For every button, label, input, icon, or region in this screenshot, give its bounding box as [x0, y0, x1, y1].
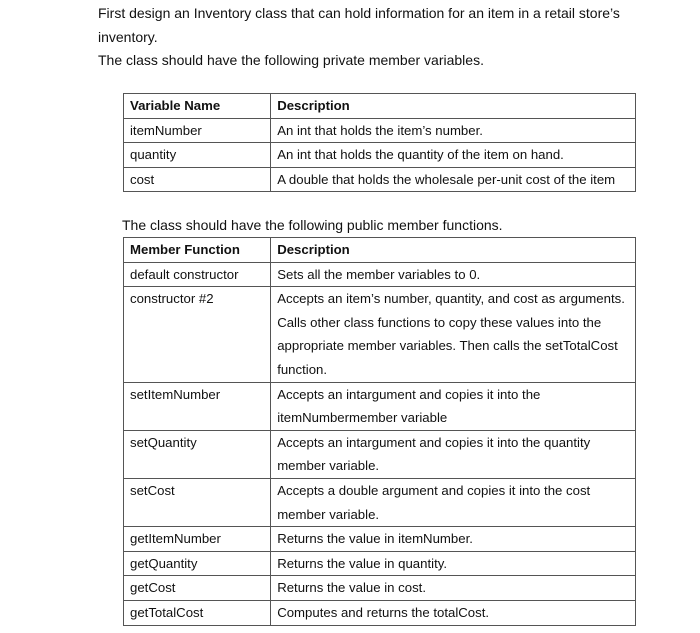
function-name-cell: setCost [124, 478, 271, 526]
table-row [124, 118, 636, 143]
table-row [124, 527, 636, 552]
table-row [124, 551, 636, 576]
variable-name-cell: quantity [124, 143, 271, 168]
description-cell: A double that holds the wholesale per-unit cost of the item [271, 167, 636, 192]
column-header-description: Description [271, 238, 636, 263]
table-header-row [124, 94, 636, 119]
description-cell: Computes and returns the totalCost. [271, 600, 636, 625]
description-cell: Accepts an item’s number, quantity, and cost as arguments. Calls other class functions to copy these values into the appropriate member variables. Then calls the setTotalCost function. [271, 287, 636, 382]
column-header-member-function: Member Function [124, 238, 271, 263]
function-name-cell: getCost [124, 576, 271, 601]
description-cell: Sets all the member variables to 0. [271, 262, 636, 287]
member-variables-table [123, 93, 636, 192]
description-cell: Accepts a double argument and copies it into the cost member variable. [271, 478, 636, 526]
description-cell: Returns the value in quantity. [271, 551, 636, 576]
column-header-description: Description [271, 94, 636, 119]
table-row [124, 262, 636, 287]
function-name-cell: getTotalCost [124, 600, 271, 625]
description-cell: Accepts an intargument and copies it into the itemNumbermember variable [271, 382, 636, 430]
variable-name-cell: cost [124, 167, 271, 192]
table-row [124, 478, 636, 526]
description-cell: Returns the value in itemNumber. [271, 527, 636, 552]
variable-name-cell: itemNumber [124, 118, 271, 143]
function-name-cell: default constructor [124, 262, 271, 287]
function-name-cell: getQuantity [124, 551, 271, 576]
function-name-cell: setItemNumber [124, 382, 271, 430]
function-name-cell: constructor #2 [124, 287, 271, 382]
table-row [124, 143, 636, 168]
function-name-cell: getItemNumber [124, 527, 271, 552]
table-row [124, 600, 636, 625]
function-name-cell: setQuantity [124, 430, 271, 478]
description-cell: Returns the value in cost. [271, 576, 636, 601]
table-row [124, 430, 636, 478]
intro-paragraph: First design an Inventory class that can hold information for an item in a retail store’s inventory. [98, 5, 620, 45]
intro-text [98, 2, 673, 73]
functions-caption: The class should have the following public member functions. [122, 217, 503, 233]
table-row [124, 167, 636, 192]
column-header-variable-name: Variable Name [124, 94, 271, 119]
member-functions-table [123, 237, 636, 626]
description-cell: Accepts an intargument and copies it into the quantity member variable. [271, 430, 636, 478]
table-row [124, 287, 636, 382]
table-header-row [124, 238, 636, 263]
table-row [124, 382, 636, 430]
description-cell: An int that holds the item’s number. [271, 118, 636, 143]
table-row [124, 576, 636, 601]
description-cell: An int that holds the quantity of the item on hand. [271, 143, 636, 168]
intro-subtitle: The class should have the following private member variables. [98, 52, 484, 68]
